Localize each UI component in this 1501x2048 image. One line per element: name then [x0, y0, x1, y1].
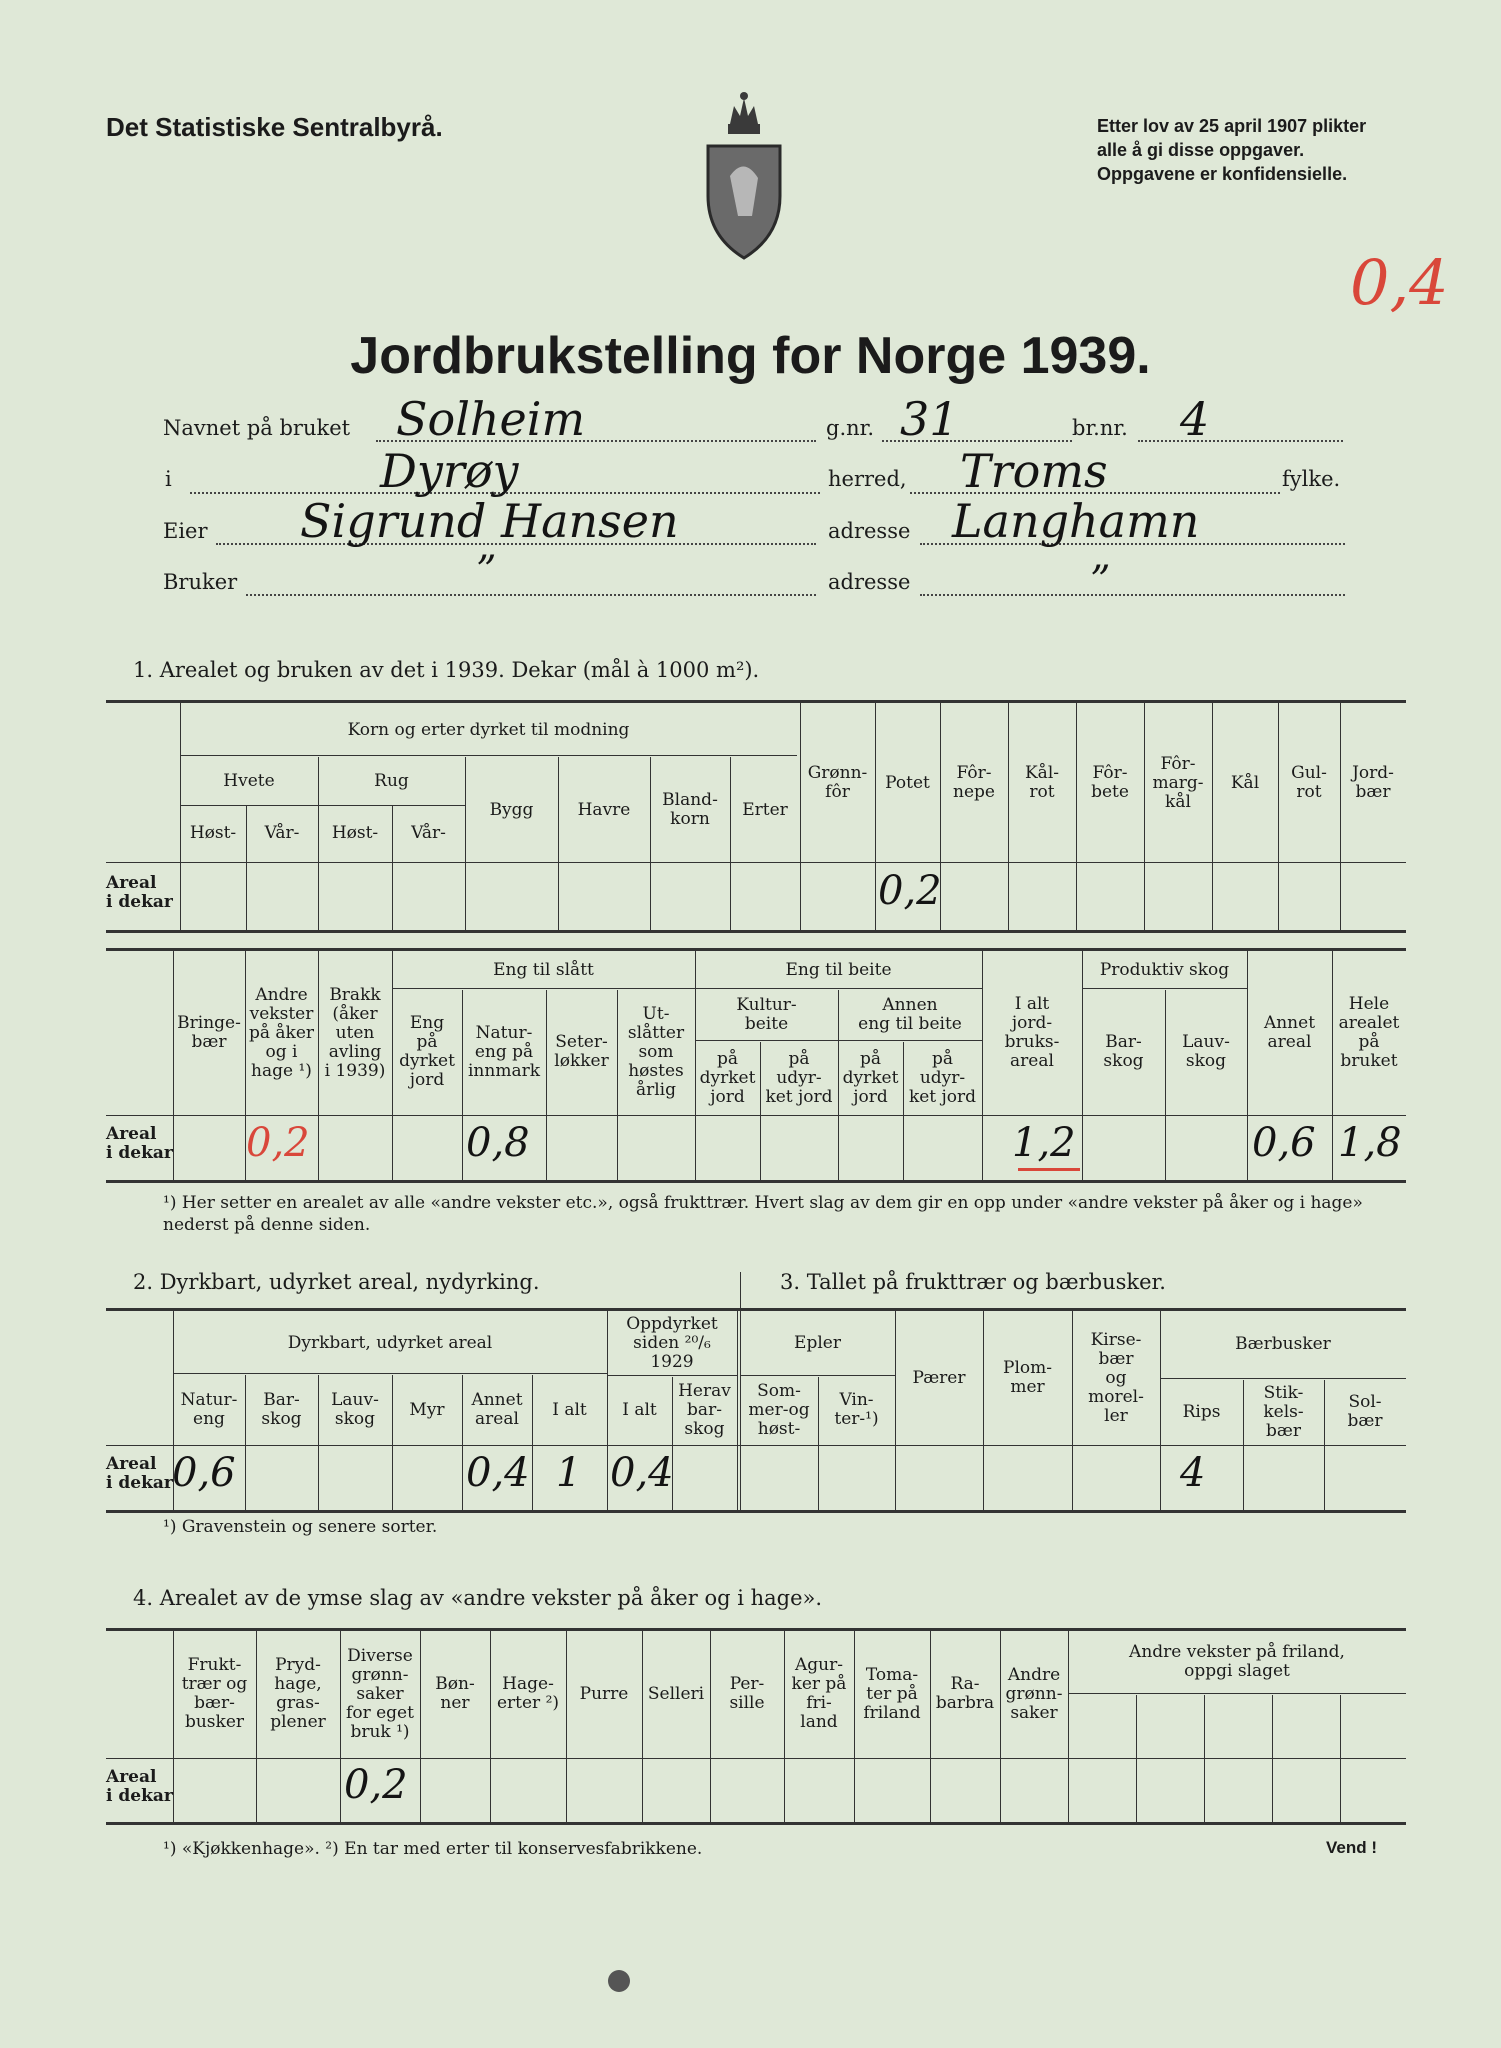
col-paerer: Pærer: [912, 1367, 966, 1388]
col-i-alt-jordbruk: I alt jord- bruks- areal: [1004, 994, 1060, 1071]
row-label-areal: Areal i dekar: [106, 1767, 173, 1806]
col-hvete-var: Vår-: [264, 822, 300, 843]
col-barskog: Bar- skog: [1103, 1032, 1144, 1071]
col-annen-dyrket: på dyrket jord: [842, 1048, 899, 1107]
col-eng-dyrket: Eng på dyrket jord: [399, 1013, 455, 1090]
col-i-alt: I alt: [552, 1399, 587, 1420]
col-barskog: Bar- skog: [261, 1390, 302, 1429]
col-erter: Erter: [742, 799, 788, 820]
col-rug-host: Høst-: [331, 822, 379, 843]
col-rug: Rug: [374, 770, 409, 791]
col-selleri: Selleri: [647, 1683, 705, 1704]
col-agurker: Agur- ker på fri- land: [791, 1655, 847, 1732]
col-group-andre-friland: Andre vekster på friland, oppgi slaget: [1129, 1642, 1345, 1681]
gnr-label: g.nr.: [826, 416, 875, 440]
col-stikkelsbaer: Stik- kels- bær: [1263, 1382, 1304, 1441]
col-forbete: Fôr- bete: [1091, 763, 1129, 802]
fylke-value: Troms: [960, 444, 1108, 498]
bruker-value: ”: [476, 548, 497, 594]
col-rug-var: Vår-: [411, 822, 446, 843]
value-potet: 0,2: [878, 868, 942, 914]
col-prydhage: Pryd- hage, gras- plener: [270, 1655, 326, 1732]
col-group-eng-beite: Eng til beite: [785, 959, 892, 980]
col-hvete: Hvete: [223, 770, 275, 791]
col-hageerter: Hage- erter ²): [496, 1674, 560, 1713]
col-natureng: Natur- eng på innmark: [467, 1022, 541, 1081]
value-hele-arealet: 1,8: [1338, 1120, 1402, 1166]
section1-footnote: ¹) Her setter en arealet av alle «andre vekster etc.», også frukttrær. Hvert slag av dem gir en opp under «andre vekster på åker og i hage» nederst på denne siden.: [163, 1193, 1363, 1235]
col-tomater: Toma- ter på friland: [863, 1664, 921, 1723]
col-bringebaer: Bringe- bær: [177, 1013, 241, 1052]
bruker-label: Bruker: [163, 570, 238, 594]
corner-note: 0,4: [1350, 246, 1449, 319]
col-lauvskog: Lauv- skog: [331, 1390, 379, 1429]
brnr-label: br.nr.: [1072, 416, 1128, 440]
col-andre-gronnsaker: Andre grønn- saker: [1005, 1664, 1063, 1723]
col-formargkal: Fôr- marg- kål: [1152, 753, 1204, 812]
col-annet-areal: Annet areal: [471, 1390, 523, 1429]
col-blandkorn: Bland- korn: [662, 790, 718, 829]
eier-label: Eier: [163, 519, 208, 543]
adresse2-value: ”: [1090, 558, 1111, 604]
col-kirsebaer: Kirse- bær og morel- ler: [1088, 1329, 1144, 1426]
section2-heading: 2. Dyrkbart, udyrket areal, nydyrking.: [133, 1270, 540, 1294]
col-hvete-host: Høst-: [189, 822, 237, 843]
section3-heading: 3. Tallet på frukttrær og bærbusker.: [780, 1270, 1166, 1294]
col-natureng: Natur- eng: [180, 1390, 238, 1429]
page-title: Jordbrukstelling for Norge 1939.: [350, 327, 1151, 385]
col-potet: Potet: [885, 772, 930, 793]
col-group-oppdyrket: Oppdyrket siden ²⁰/₆ 1929: [626, 1313, 718, 1372]
col-brakk: Brakk (åker uten avling i 1939): [324, 984, 386, 1081]
col-kal: Kål: [1230, 772, 1260, 793]
col-lauvskog: Lauv- skog: [1182, 1032, 1230, 1071]
col-seter: Seter- løkker: [554, 1032, 609, 1071]
col-kulturbeite: Kultur- beite: [736, 995, 797, 1034]
col-group-epler: Epler: [794, 1332, 841, 1353]
punch-hole-icon: [608, 1970, 630, 1992]
col-herav-barskog: Herav bar- skog: [678, 1380, 731, 1439]
col-group-eng-slatt: Eng til slått: [493, 959, 594, 980]
herred-value: Dyrøy: [380, 444, 519, 498]
value-natureng: 0,6: [172, 1450, 236, 1496]
col-andre-vekster: Andre vekster på åker og i hage ¹): [248, 984, 315, 1081]
col-kalrot: Kål- rot: [1024, 763, 1060, 802]
col-oppd-i-alt: I alt: [622, 1399, 657, 1420]
col-diverse: Diverse grønn- saker for eget bruk ¹): [346, 1645, 414, 1742]
col-annet-areal: Annet areal: [1263, 1013, 1316, 1052]
col-purre: Purre: [579, 1683, 629, 1704]
col-jordbaer: Jord- bær: [1352, 763, 1394, 802]
farm-value: Solheim: [396, 392, 586, 446]
farm-label: Navnet på bruket: [163, 416, 351, 440]
section1-heading: 1. Arealet og bruken av det i 1939. Dekar (mål à 1000 m²).: [133, 658, 760, 682]
col-plommer: Plom- mer: [1003, 1358, 1052, 1397]
col-group-prod-skog: Produktiv skog: [1099, 959, 1230, 980]
col-epler-vinter: Vin- ter-¹): [834, 1390, 879, 1429]
col-group-dyrkbart: Dyrkbart, udyrket areal: [287, 1332, 493, 1353]
col-fornepe: Fôr- nepe: [953, 763, 995, 802]
adresse2-label: adresse: [828, 570, 911, 594]
value-annet-areal: 0,6: [1252, 1120, 1316, 1166]
adresse-label: adresse: [828, 519, 911, 543]
gnr-value: 31: [900, 392, 959, 446]
col-rips: Rips: [1182, 1401, 1221, 1422]
fylke-label: fylke.: [1282, 467, 1341, 491]
col-bonner: Bøn- ner: [435, 1674, 475, 1713]
row-label-areal: Areal i dekar: [106, 1454, 173, 1493]
coat-of-arms-icon: [700, 86, 788, 262]
value-andre-vekster: 0,2: [246, 1120, 310, 1166]
col-solbaer: Sol- bær: [1347, 1392, 1383, 1431]
brnr-value: 4: [1180, 392, 1210, 446]
col-frukttraer: Frukt- trær og bær- busker: [181, 1655, 248, 1732]
organization-name: Det Statistiske Sentralbyrå.: [106, 112, 443, 142]
col-utslatter: Ut- slåtter som høstes årlig: [627, 1003, 685, 1100]
value-i-alt: 1: [556, 1450, 582, 1496]
herred-label: herred,: [828, 467, 907, 491]
col-annen-eng: Annen eng til beite: [858, 995, 962, 1034]
row-label-areal: Areal i dekar: [106, 873, 173, 912]
i-label: i: [165, 467, 172, 491]
col-bygg: Bygg: [489, 799, 534, 820]
col-havre: Havre: [577, 799, 631, 820]
col-gulrot: Gul- rot: [1291, 763, 1327, 802]
value-diverse: 0,2: [344, 1762, 408, 1808]
turn-over-note: Vend !: [1326, 1838, 1378, 1857]
value-annet-areal: 0,4: [466, 1450, 530, 1496]
col-rabarbra: Ra- barbra: [935, 1674, 995, 1713]
section2-footnote: ¹) Gravenstein og senere sorter.: [163, 1517, 438, 1537]
col-epler-sommer: Som- mer-og høst-: [748, 1380, 810, 1439]
col-annen-udyrket: på udyr- ket jord: [908, 1048, 977, 1107]
col-myr: Myr: [409, 1399, 445, 1420]
col-group-baerbusker: Bærbusker: [1235, 1333, 1331, 1354]
law-notice: Etter lov av 25 april 1907 plikter alle å gi disse oppgaver. Oppgavene er konfidensielle.: [1097, 116, 1367, 184]
section4-footnote: ¹) «Kjøkkenhage». ²) En tar med erter til konservesfabrikkene.: [163, 1839, 703, 1859]
col-group-korn: Korn og erter dyrket til modning: [347, 719, 630, 740]
value-oppd-i-alt: 0,4: [610, 1450, 674, 1496]
col-kultur-dyrket: på dyrket jord: [699, 1048, 756, 1107]
value-rips: 4: [1180, 1450, 1206, 1496]
adresse-value: Langhamn: [952, 494, 1200, 548]
col-hele-arealet: Hele arealet på bruket: [1338, 994, 1400, 1071]
col-kultur-udyrket: på udyr- ket jord: [765, 1048, 833, 1107]
col-persille: Per- sille: [729, 1674, 765, 1713]
eier-value: Sigrund Hansen: [300, 494, 679, 548]
section4-heading: 4. Arealet av de ymse slag av «andre vekster på åker og i hage».: [133, 1586, 823, 1610]
value-natureng: 0,8: [466, 1120, 530, 1166]
col-gronnfor: Grønn- fôr: [807, 763, 868, 802]
value-i-alt-jordbruk: 1,2: [1012, 1120, 1076, 1166]
row-label-areal: Areal i dekar: [106, 1124, 173, 1163]
